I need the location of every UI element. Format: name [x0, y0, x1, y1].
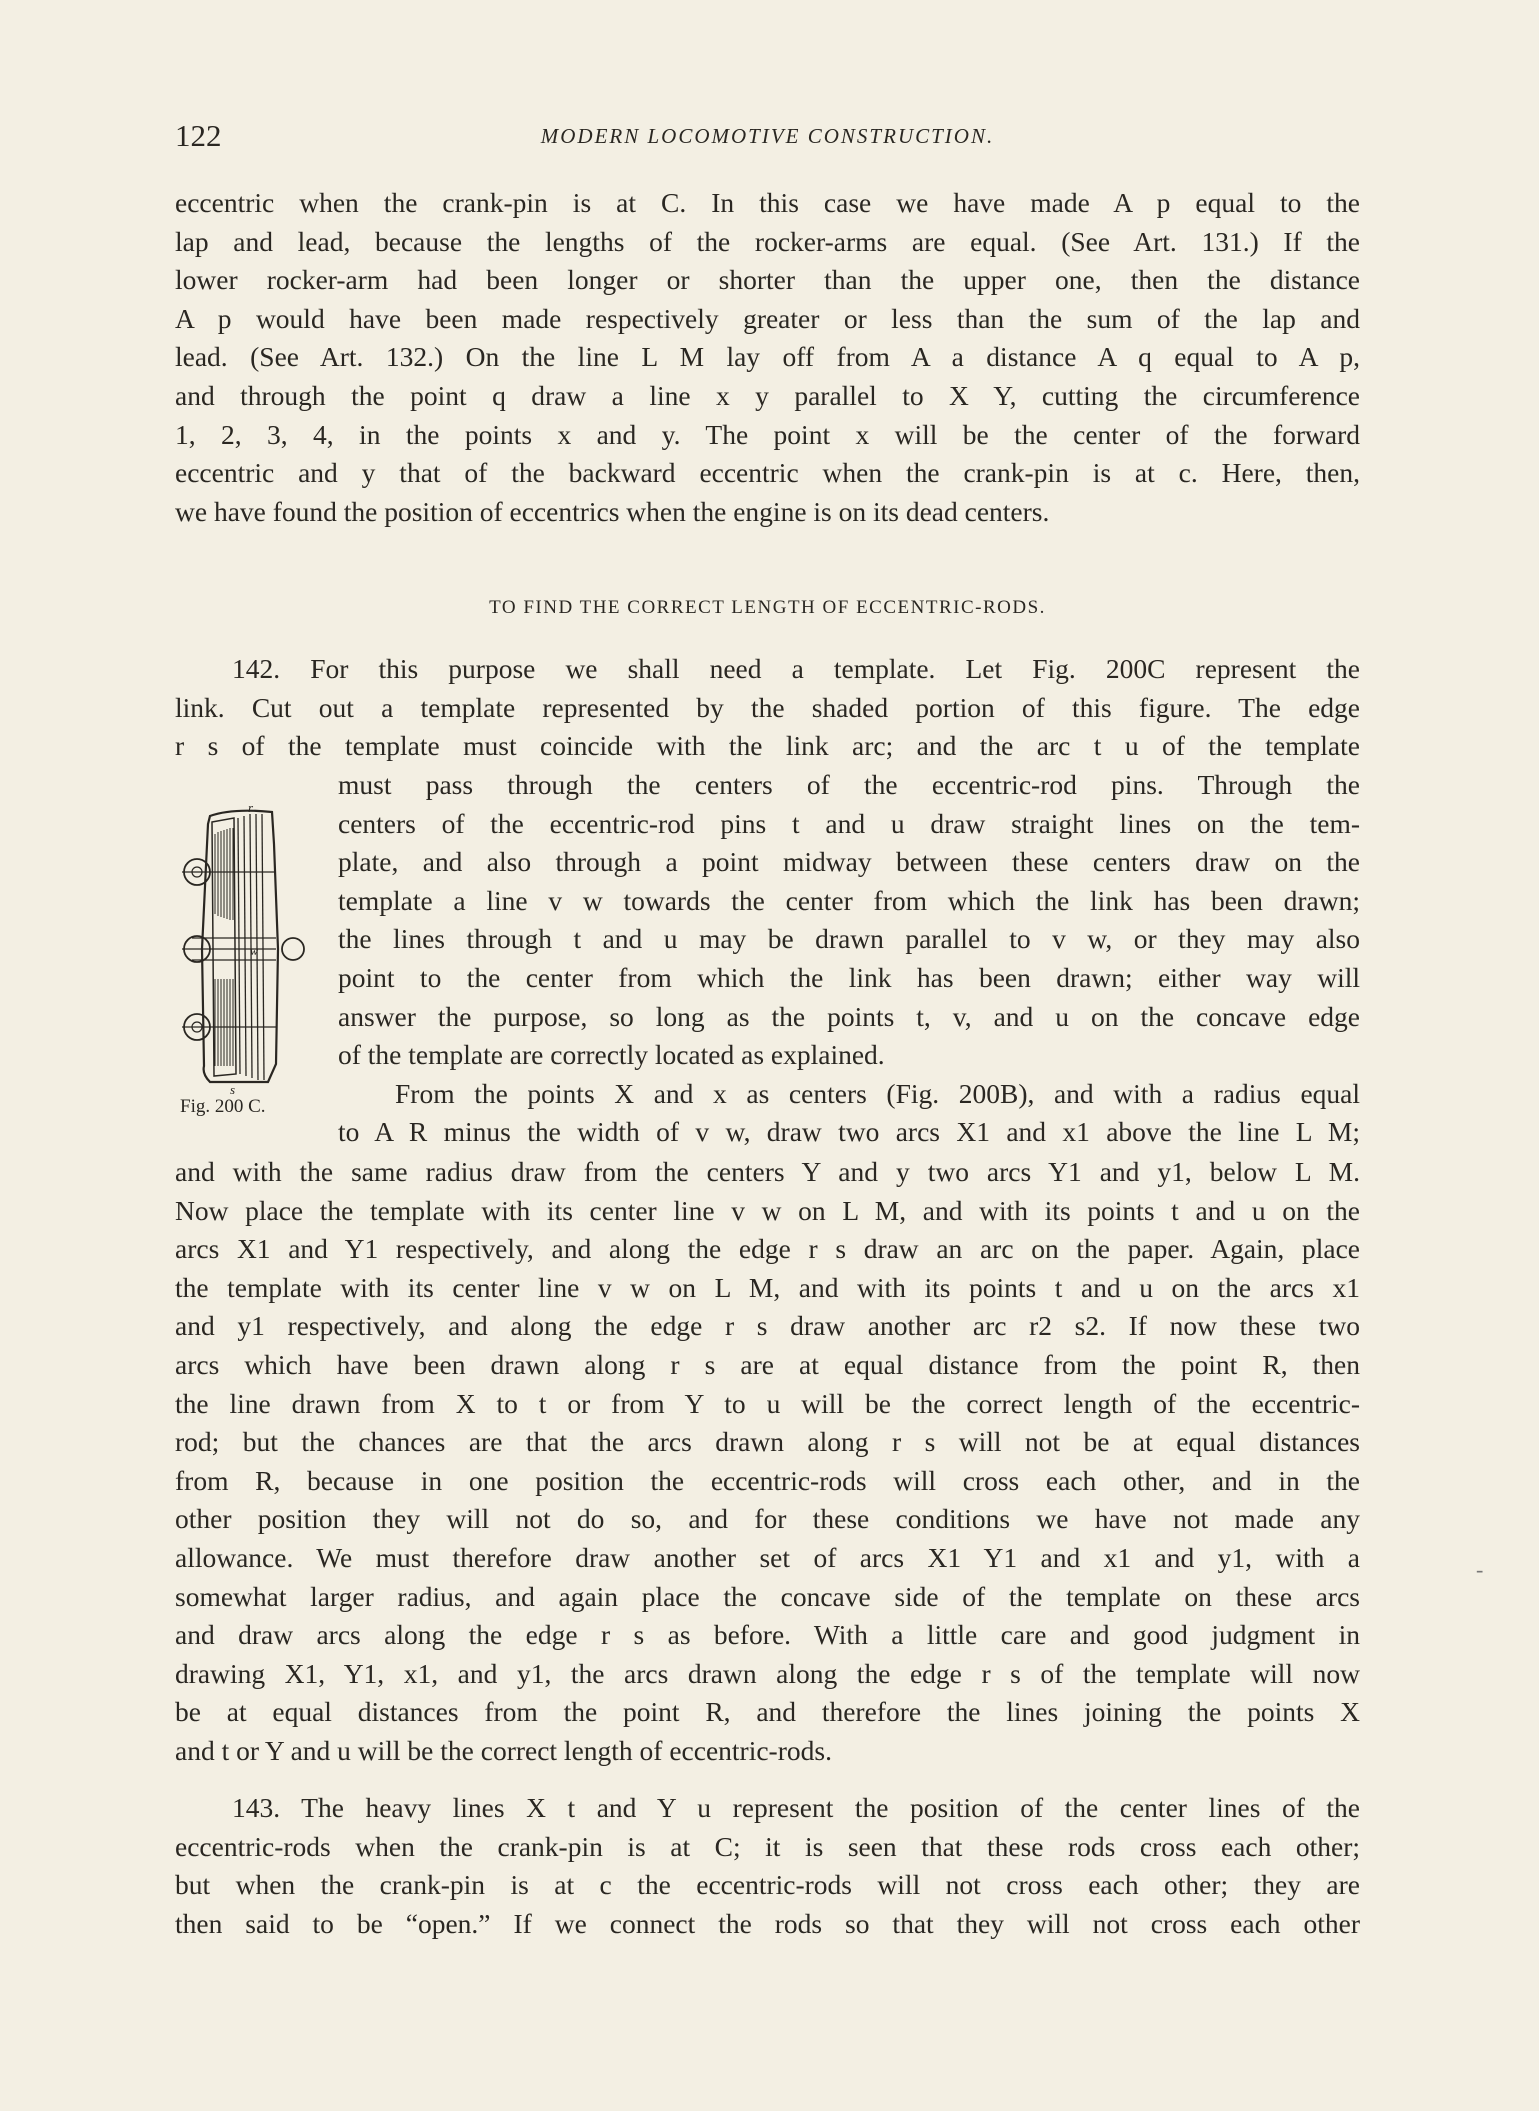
text-line: and with the same radius draw from the centers Y and y two arcs Y1 and y1, below L M. — [175, 1156, 1360, 1187]
text-line: lap and lead, because the lengths of the rocker-arms are equal. (See Art. 131.) If the — [175, 225, 1360, 257]
text-line: and t or Y and u will be the correct length of eccentric-rods. — [175, 1734, 832, 1766]
label-r: r — [248, 804, 254, 815]
text-line: we have found the position of eccentrics when the engine is on its dead centers. — [175, 495, 1050, 527]
running-title: MODERN LOCOMOTIVE CONSTRUCTION. — [540, 124, 995, 148]
text-line: eccentric and y that of the backward eccentric when the crank-pin is at c. Here, then, — [175, 457, 1360, 489]
text-line: of the template are correctly located as explained. — [338, 1039, 885, 1071]
text-line: eccentric-rods when the crank-pin is at C; it is seen that these rods cross each other; — [175, 1830, 1360, 1862]
text-line: the lines through t and u may be drawn parallel to v w, or they may also — [338, 923, 1360, 955]
text-line: 143. The heavy lines X t and Y u represent the position of the center lines of the — [232, 1792, 1360, 1823]
link-center-circle — [282, 938, 304, 960]
text-line: link. Cut out a template represented by the shaded portion of this figure. The edge — [175, 691, 1360, 723]
text-line: lead. (See Art. 132.) On the line L M lay off from A a distance A q equal to A p, — [175, 341, 1360, 373]
text-line: allowance. We must therefore draw another set of arcs X1 Y1 and x1 and y1, with a — [175, 1541, 1360, 1573]
figure-200c-template — [172, 804, 314, 1134]
text-line: somewhat larger radius, and again place the concave side of the template on these arcs — [175, 1580, 1360, 1612]
text-line: but when the crank-pin is at c the eccentric-rods will not cross each other; they are — [175, 1869, 1360, 1901]
text-line: and y1 respectively, and along the edge r s draw another arc r2 s2. If now these two — [175, 1310, 1360, 1342]
page-number: 122 — [175, 118, 222, 153]
text-line: the template with its center line v w on L M, and with its points t and u on the arcs x1 — [175, 1271, 1360, 1303]
text-line: 1, 2, 3, 4, in the points x and y. The point x will be the center of the forward — [175, 418, 1360, 450]
margin-mark: - — [1476, 1557, 1484, 1582]
page-header — [175, 118, 1360, 158]
text-line: point to the center from which the link has been drawn; either way will — [338, 961, 1360, 993]
figure-caption: Fig. 200 C. — [180, 1096, 266, 1117]
paragraph-143 — [175, 1789, 1360, 1943]
text-line: drawing X1, Y1, x1, and y1, the arcs drawn along the edge r s of the template will now — [175, 1657, 1360, 1689]
template-hatching — [215, 828, 233, 1066]
text-line: From the points X and x as centers (Fig. 200B), and with a radius equal — [395, 1077, 1360, 1109]
text-line: from R, because in one position the eccentric-rods will cross each other, and in the — [175, 1464, 1360, 1496]
text-line: and through the point q draw a line x y parallel to X Y, cutting the circumference — [175, 379, 1360, 411]
text-line: template a line v w towards the center from which the link has been drawn; — [338, 884, 1360, 916]
text-line: lower rocker-arm had been longer or shorter than the upper one, then the distance — [175, 264, 1360, 296]
link-template-drawing — [172, 804, 314, 1094]
text-line: the line drawn from X to t or from Y to u will be the correct length of the eccentric- — [175, 1387, 1360, 1419]
text-line: arcs which have been drawn along r s are at equal distance from the point R, then — [175, 1348, 1360, 1380]
paragraph-eccentric-position — [175, 184, 1360, 531]
text-line: arcs X1 and Y1 respectively, and along the edge r s draw an arc on the paper. Again, place — [175, 1233, 1360, 1265]
text-line: Now place the template with its center line v w on L M, and with its points t and u on the — [175, 1194, 1360, 1226]
text-line: be at equal distances from the point R, and therefore the lines joining the points X — [175, 1696, 1360, 1728]
text-line: rod; but the chances are that the arcs drawn along r s will not be at equal distances — [175, 1426, 1360, 1458]
text-line: plate, and also through a point midway between these centers draw on the — [338, 846, 1360, 878]
text-line: other position they will not do so, and for these conditions we have not made any — [175, 1503, 1360, 1535]
paragraph-142-wrapped — [338, 766, 1360, 1152]
text-line: must pass through the centers of the eccentric-rod pins. Through the — [338, 769, 1360, 800]
text-line: and draw arcs along the edge r s as before. With a little care and good judgment in — [175, 1619, 1360, 1651]
section-heading: TO FIND THE CORRECT LENGTH OF ECCENTRIC-RODS. — [489, 597, 1046, 618]
text-line: answer the purpose, so long as the points t, v, and u on the concave edge — [338, 1000, 1360, 1032]
text-line: A p would have been made respectively greater or less than the sum of the lap and — [175, 302, 1360, 334]
label-s: s — [230, 1082, 236, 1094]
text-line: 142. For this purpose we shall need a template. Let Fig. 200C represent the — [232, 653, 1360, 684]
horizontal-center-lines — [182, 872, 276, 1027]
text-line: r s of the template must coincide with the link arc; and the arc t u of the template — [175, 730, 1360, 762]
text-line: eccentric when the crank-pin is at C. In this case we have made A p equal to the — [175, 187, 1360, 218]
paragraph-142 — [175, 650, 1360, 766]
text-line: centers of the eccentric-rod pins t and u draw straight lines on the tem- — [338, 807, 1360, 839]
text-line: to A R minus the width of v w, draw two arcs X1 and x1 above the line L M; — [338, 1116, 1360, 1148]
paragraph-from-points — [175, 1153, 1360, 1771]
label-w: w — [250, 944, 259, 958]
text-line: then said to be “open.” If we connect the rods so that they will not cross each other — [175, 1907, 1360, 1939]
